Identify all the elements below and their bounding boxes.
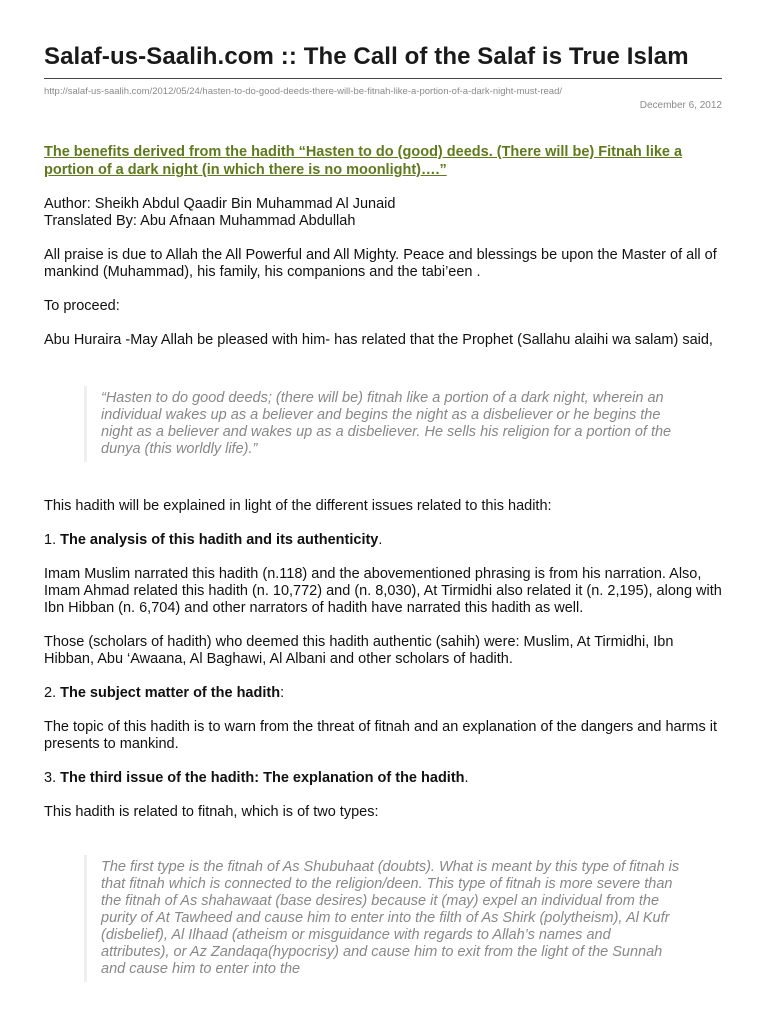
document-page — [44, 0, 722, 1024]
narration-intro-paragraph: Abu Huraira -May Allah be pleased with him- has related that the Prophet (Sallahu alaihi wa salam) said, — [44, 332, 713, 348]
hadith-quote: “Hasten to do good deeds; (there will be) fitnah like a portion of a dark night, wherein an individual wakes up as a believer and begins the night as a disbeliever or he begins the night as a believer and wakes up as a disbeliever. He sells his religion for a portion of the dunya (this worldly life).” — [84, 386, 681, 462]
section-3-number: 3. — [44, 770, 61, 786]
section-3-suffix: . — [464, 770, 469, 786]
site-title: Salaf-us-Saalih.com :: The Call of the Salaf is True Islam — [44, 43, 689, 70]
byline — [44, 196, 722, 230]
article-title-link[interactable]: The benefits derived from the hadith “Hasten to do (good) deeds. (There will be) Fitnah like a portion of a dark night (in which there is no moonlight)….” — [44, 144, 683, 178]
to-proceed-paragraph: To proceed: — [44, 298, 120, 314]
section-2-paragraph-1: The topic of this hadith is to warn from the threat of fitnah and an explanation of the dangers and harms it presents to mankind. — [44, 719, 718, 752]
section-1-number: 1. — [44, 532, 61, 548]
section-2-number: 2. — [44, 685, 61, 701]
intro-paragraph: All praise is due to Allah the All Powerful and All Mighty. Peace and blessings be upon the Master of all of mankind (Muhammad), his family, his companions and the tabi’een . — [44, 247, 717, 280]
section-2-suffix: : — [280, 685, 285, 701]
section-3-heading — [44, 770, 722, 787]
explained-intro-paragraph: This hadith will be explained in light of the different issues related to this hadith: — [44, 498, 552, 514]
section-3-title: The third issue of the hadith: The explanation of the hadith — [60, 770, 465, 786]
title-divider — [44, 78, 722, 79]
source-url[interactable]: http://salaf-us-saalih.com/2012/05/24/hasten-to-do-good-deeds-there-will-be-fitnah-like-a-portion-of-a-dark-night-must-read/ — [44, 86, 563, 97]
fitnah-types-quote: The first type is the fitnah of As Shubuhaat (doubts). What is meant by this type of fitnah is that fitnah which is connected to the religion/deen. This type of fitnah is more severe than the fitnah of As shahawaat (base desires) because it (may) expel an individual from the purity of At Tawheed and cause him to enter into the filth of As Shirk (polytheism), Al Kufr (disbelief), Al Ilhaad (atheism or misguidance with regards to Allah’s names and attributes), or Az Zandaqa(hypocrisy) and cause him to exit from the light of the Sunnah and cause him to enter into the — [84, 855, 681, 982]
section-2-heading — [44, 685, 722, 702]
translator-line: Translated By: Abu Afnaan Muhammad Abdullah — [44, 213, 356, 229]
section-1-suffix: . — [378, 532, 383, 548]
section-1-title: The analysis of this hadith and its authenticity — [60, 532, 379, 548]
section-1-paragraph-2: Those (scholars of hadith) who deemed this hadith authentic (sahih) were: Muslim, At Tirmidhi, Ibn Hibban, Abu ‘Awaana, Al Baghawi, Al Albani and other scholars of hadith. — [44, 634, 674, 667]
section-2-title: The subject matter of the hadith — [60, 685, 281, 701]
section-3-paragraph-1: This hadith is related to fitnah, which is of two types: — [44, 804, 379, 820]
author-line: Author: Sheikh Abdul Qaadir Bin Muhammad Al Junaid — [44, 196, 396, 212]
section-1-paragraph-1: Imam Muslim narrated this hadith (n.118) and the abovementioned phrasing is from his narration. Also, Imam Ahmad related this hadith (n. 10,772) and (n. 8,030), At Tirmidhi also related it (n. 2,195), along with Ibn Hibban (n. 6,704) and other narrators of hadith have narrated this hadith as well. — [44, 566, 722, 616]
post-date: December 6, 2012 — [639, 100, 722, 111]
section-1-heading — [44, 532, 722, 549]
